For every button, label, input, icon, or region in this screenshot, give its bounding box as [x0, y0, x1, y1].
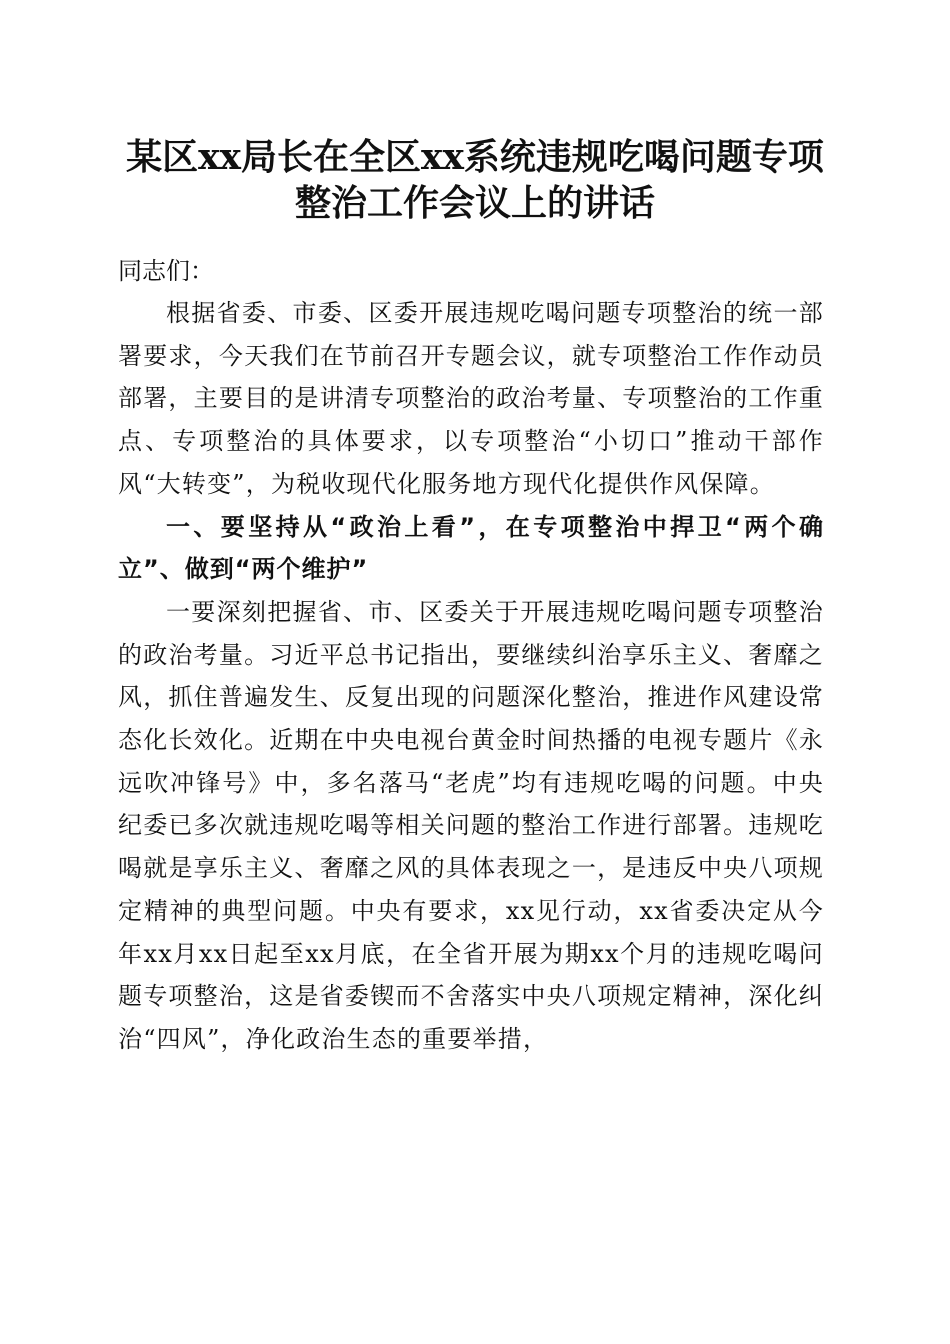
- paragraph-intro: 根据省委、市委、区委开展违规吃喝问题专项整治的统一部署要求，今天我们在节前召开专题会议，就专项整治工作作动员部署，主要目的是讲清专项整治的政治考量、专项整治的工作重点、专项整治的具体要求，以专项整治“小切口”推动干部作风“大转变”，为税收现代化服务地方现代化提供作风保障。: [118, 299, 824, 498]
- title-line-1: 某区xx局长在全区xx系统违规吃喝问题专项: [126, 136, 824, 178]
- section-heading-1: 一、要坚持从“政治上看”，在专项整治中捍卫“两个确立”、做到“两个维护”: [118, 512, 824, 584]
- title-line-2: 整治工作会议上的讲话: [294, 182, 655, 224]
- document-body: [118, 250, 824, 1061]
- paragraph-section-1: 一要深刻把握省、市、区委关于开展违规吃喝问题专项整治的政治考量。习近平总书记指出，要继续纠治享乐主义、奢靡之风，抓住普遍发生、反复出现的问题深化整治，推进作风建设常态化长效化。近期在中央电视台黄金时间热播的电视专题片《永远吹冲锋号》中，多名落马“老虎”均有违规吃喝的问题。中央纪委已多次就违规吃喝等相关问题的整治工作进行部署。违规吃喝就是享乐主义、奢靡之风的具体表现之一，是违反中央八项规定精神的典型问题。中央有要求，xx见行动，xx省委决定从今年xx月xx日起至xx月底，在全省开展为期xx个月的违规吃喝问题专项整治，这是省委锲而不舍落实中央八项规定精神，深化纠治“四风”，净化政治生态的重要举措，: [118, 597, 824, 1053]
- document-title: [100, 134, 850, 226]
- salutation: 同志们：: [118, 257, 214, 285]
